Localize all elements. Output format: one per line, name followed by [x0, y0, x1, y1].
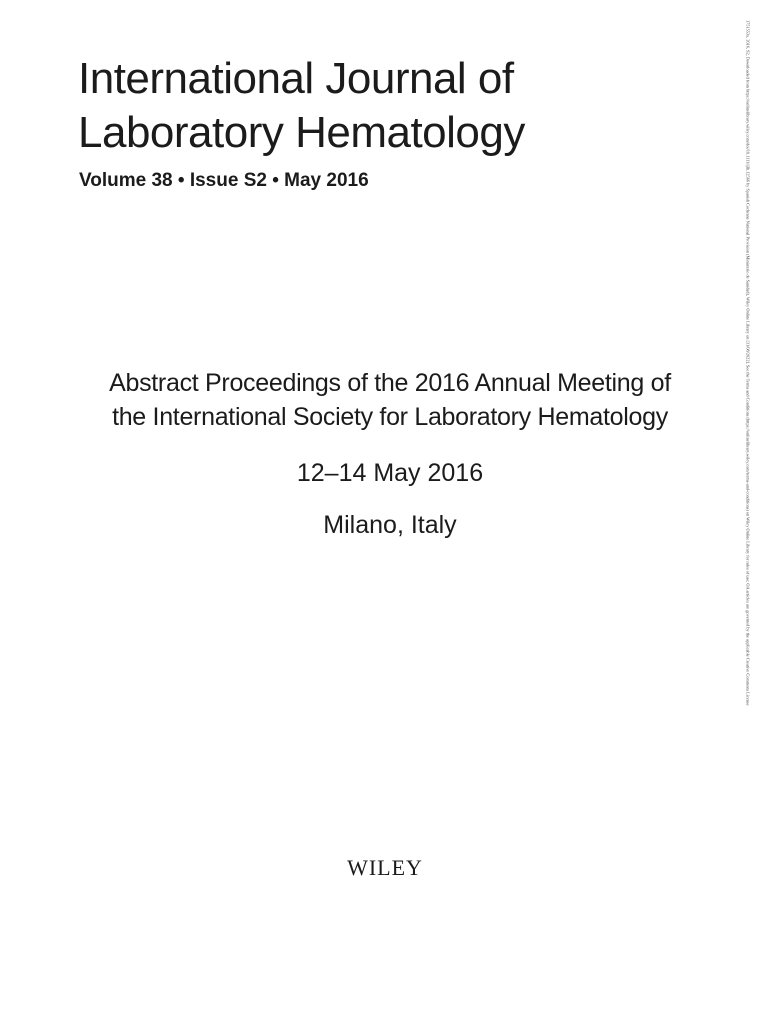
download-notice-margin: [738, 20, 758, 1004]
proceedings-title-line-2: the International Society for Laboratory Hematology: [112, 403, 668, 431]
proceedings-title: [40, 366, 740, 434]
meeting-dates: 12–14 May 2016: [296, 459, 484, 487]
issue-info: Volume 38 • Issue S2 • May 2016: [79, 170, 369, 191]
publisher-logo: WILEY: [347, 855, 423, 880]
download-notice-text: 1751553x, 2016, S2, Downloaded from https://onlinelibrary.wiley.com/doi/10.1111/ijlh.12566 by Spanish Cochrane National Provision (Ministerio de Sanidad), Wiley Online Library on [31/08/2022]. See the Terms and Conditions (https://onlinelibrary.wiley.com/terms-and-conditions) on Wiley Online Library for rules of use; OA articles are governed by the applicable Creative Commons License: [745, 20, 751, 706]
journal-title-line-1: International Journal of: [78, 54, 514, 103]
journal-title: [78, 52, 525, 160]
proceedings-title-line-1: Abstract Proceedings of the 2016 Annual Meeting of: [109, 369, 671, 397]
journal-title-line-2: Laboratory Hematology: [78, 108, 525, 157]
proceedings-block: [40, 366, 740, 542]
meeting-location: Milano, Italy: [323, 511, 457, 539]
